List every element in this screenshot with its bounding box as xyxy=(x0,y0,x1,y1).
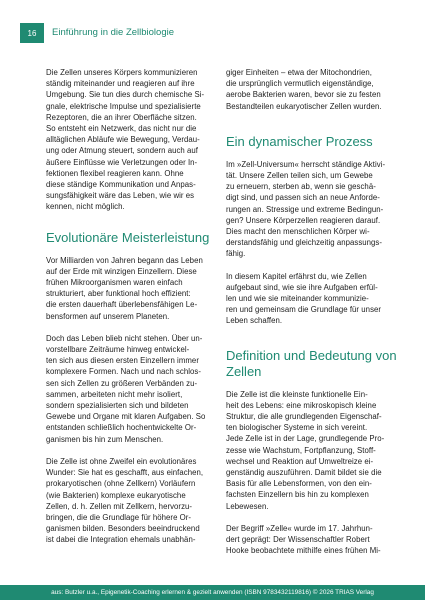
paragraph-evolutionary-wonder: Die Zelle ist ohne Zweifel ein evolutionäres Wunder: Sie hat es geschafft, aus einfachen, prokaryotischen (ohne Zellkern) Vorläufern (wie Bakterien) komplexe eukaryotische Zellen, d. h. Zellen mit Zellkern, hervorzu- bringen, die die Grundlage für höhere Or- ganismen bilden. Besonders beeindruckend ist dabei die Integration ehemals unabhän- xyxy=(46,456,204,545)
paragraph-communication: Die Zellen unseres Körpers kommunizieren ständig miteinander und reagieren auf ihre Umgebung. Sie tun dies durch chemische Si- gnale, elektrische Impulse und spezialisierte Rezeptoren, die an ihrer Oberfläche sitzen. So entsteht ein Netzwerk, das nicht nur die alltäglichen Abläufe wie Bewegung, Verdau- ung oder Atmung steuert, sondern auch auf äußere Einflüsse wie Verletzungen oder In- fektionen flexibel reagieren kann. Ohne diese ständige Kommunikation und Anpas- sungsfähigkeit wäre das Leben, wie wir es kennen, nicht möglich. xyxy=(46,68,205,212)
heading-dynamic-process: Ein dynamischer Prozess xyxy=(226,133,373,149)
paragraph-cell-universe: Im »Zell-Universum« herrscht ständige Aktivi- tät. Unsere Zellen teilen sich, um Gewebe zu erneuern, sterben ab, wenn sie geschä- digt sind, und passen sich an neue Anforde- rungen an. Stressige und extreme Bedingun- gen? Unsere Körperzellen reagieren darauf. Dies macht den menschlichen Körper wi- derstandsfähig und gleichzeitig anpassungs- fähig. xyxy=(226,159,386,259)
paragraph-origins: Vor Milliarden von Jahren begann das Leben auf der Erde mit winzigen Einzellern. Diese frühen Mikroorganismen waren einfach strukturiert, aber funktional hoch effizient: die ersten dauerhaft überlebensfähigen Le- bensformen auf unserem Planeten. xyxy=(46,255,203,321)
paragraph-chapter-intro: In diesem Kapitel erfährst du, wie Zellen aufgebaut sind, wie sie ihre Aufgaben erfül- len und wie sie miteinander kommunizie- ren und gemeinsam die Grundlage für unser Leben schaffen. xyxy=(226,271,382,326)
heading-definition: Definition und Bedeutung von Zellen xyxy=(226,347,397,379)
paragraph-complexity: Doch das Leben blieb nicht stehen. Über un- vorstellbare Zeiträume hinweg entwickel- ten sich aus diesen ersten Einzellern immer komplexere Formen. Nach und nach schlos- sen sich Zellen zu größeren Verbänden zu- sammen, arbeiteten nicht mehr isoliert, sondern spezialisierten sich und bildeten Gewebe und Organe mit klaren Aufgaben. So entstanden schließlich hochentwickelte Or- ganismen bis hin zum Menschen. xyxy=(46,333,206,444)
right-column xyxy=(226,67,398,557)
paragraph-hooke: Der Begriff »Zelle« wurde im 17. Jahrhun- dert geprägt: Der Wissenschaftler Robert Hooke beobachtete mithilfe eines frühen Mi- xyxy=(226,523,381,556)
page-number: 16 xyxy=(20,23,44,43)
left-column xyxy=(46,67,218,546)
running-title: Einführung in die Zellbiologie xyxy=(52,27,174,38)
heading-evolution: Evolutionäre Meisterleistung xyxy=(46,229,210,245)
paragraph-definition: Die Zelle ist die kleinste funktionelle Ein- heit des Lebens: eine mikroskopisch kleine Struktur, die alle grundlegenden Eigenschaf- ten biologischer Systeme in sich vereint. Jede Zelle ist in der Lage, grundlegende Pro- zesse wie Wachstum, Fortpflanzung, Stoff- wechsel und Reaktion auf Umweltreize ei- genständig auszuführen. Damit bildet sie die Basis für alle Lebensformen, von den ein- fachsten Einzellern bis hin zu komplexen Lebewesen. xyxy=(226,389,385,511)
citation-footer: aus: Butzler u.a., Epigenetik-Coaching erlernen & gezielt anwenden (ISBN 9783432119816) © 2026 TRIAS Verlag xyxy=(0,585,425,600)
paragraph-mitochondria: giger Einheiten – etwa der Mitochondrien, die ursprünglich vermutlich eigenständige, aerobe Bakterien waren, bevor sie zu festen Bestandteilen eukaryotischer Zellen wurden. xyxy=(226,68,382,111)
